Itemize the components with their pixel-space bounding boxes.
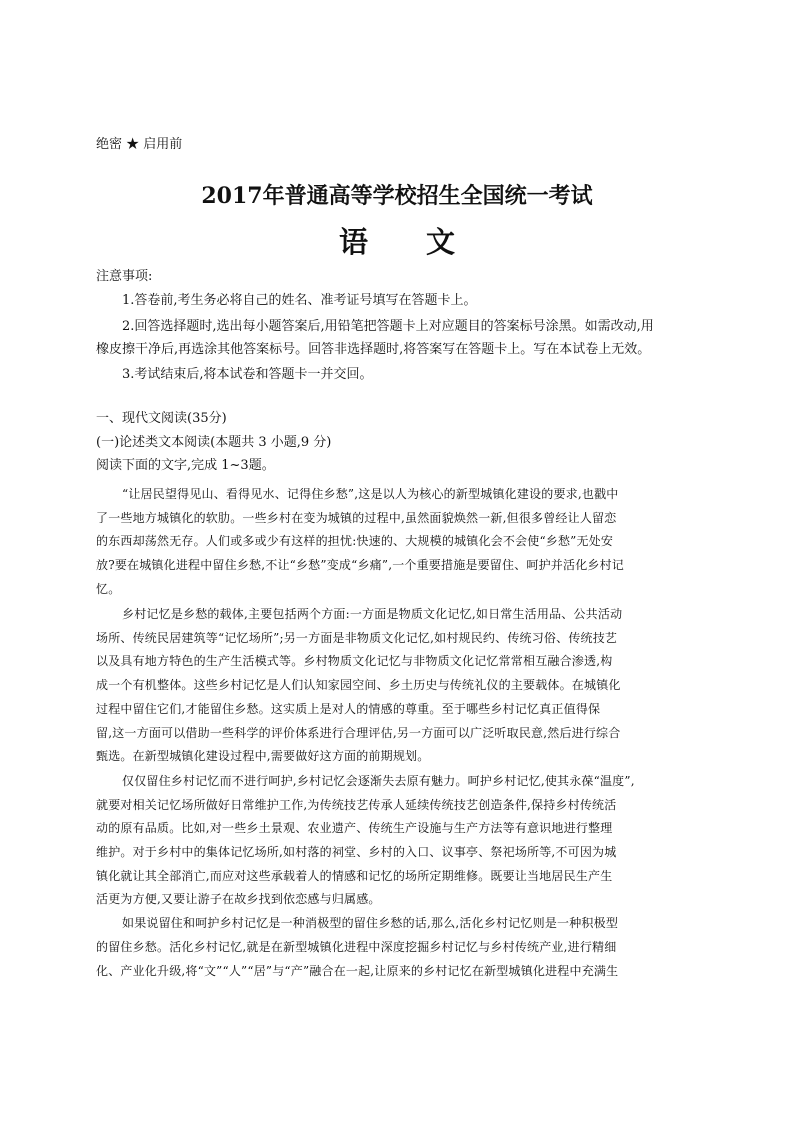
passage-paragraph-2-line: 以及具有地方特色的生产生活模式等。乡村物质文化记忆与非物质文化记忆常常相互融合渗透,构 [96,654,613,668]
subject-title: 语 文 [338,225,455,259]
notice-item-2: 2.回答选择题时,选出每小题答案后,用铅笔把答题卡上对应题目的答案标号涂黑。如需改动,用 [122,319,654,334]
confidential-label: 绝密 ★ 启用前 [96,137,183,152]
exam-title: 2017年普通高等学校招生全国统一考试 [201,183,593,209]
passage-paragraph-4-line: 化、产业化升级,将“文”“人”“居”与“产”融合在一起,让原来的乡村记忆在新型城镇化进程中充满生 [96,964,619,978]
passage-paragraph-1-line: “让居民望得见山、看得见水、记得住乡愁”,这是以人为核心的新型城镇化建设的要求,也戳中 [122,487,619,501]
passage-paragraph-2-line: 过程中留住它们,才能留住乡愁。这实质上是对人的情感的尊重。至于哪些乡村记忆真正值得保 [96,702,601,716]
passage-paragraph-3-line: 仅仅留住乡村记忆而不进行呵护,乡村记忆会逐渐失去原有魅力。呵护乡村记忆,使其永葆“温度”, [122,774,635,788]
passage-paragraph-1-line: 放?要在城镇化进程中留住乡愁,不让“乡愁”变成“乡痛”,一个重要措施是要留住、呵护并活化乡村记 [96,558,625,572]
passage-paragraph-3-line: 维护。对于乡村中的集体记忆场所,如村落的祠堂、乡村的入口、议事亭、祭祀场所等,不可因为城 [96,845,617,859]
notice-item-3: 3.考试结束后,将本试卷和答题卡一并交回。 [122,367,373,382]
passage-paragraph-1-line: 了一些地方城镇化的软肋。一些乡村在变为城镇的过程中,虽然面貌焕然一新,但很多曾经让人留恋 [96,511,617,525]
section-title: 一、现代文阅读(35分) [96,411,227,426]
notice-heading: 注意事项: [96,269,153,284]
passage-paragraph-2-line: 留,这一方面可以借助一些科学的评价体系进行合理评估,另一方面可以广泛听取民意,然后进行综合 [96,726,621,740]
subsection-title: (一)论述类文本阅读(本题共 3 小题,9 分) [96,435,332,450]
passage-paragraph-2-line: 甄选。在新型城镇化建设过程中,需要做好这方面的前期规划。 [96,749,430,763]
passage-paragraph-1-line: 的东西却荡然无存。人们或多或少有这样的担忧:快速的、大规模的城镇化会不会使“乡愁”无处安 [96,534,614,548]
notice-item-2-continued: 橡皮擦干净后,再选涂其他答案标号。回答非选择题时,将答案写在答题卡上。写在本试卷上无效。 [96,342,651,357]
passage-paragraph-3-line: 就要对相关记忆场所做好日常维护工作,为传统技艺传承人延续传统技艺创造条件,保持乡村传统活 [96,798,617,812]
passage-paragraph-3-line: 活更为方便,又要让游子在故乡找到依恋感与归属感。 [96,892,381,906]
passage-paragraph-4-line: 如果说留住和呵护乡村记忆是一种消极型的留住乡愁的话,那么,活化乡村记忆则是一种积极型 [122,916,619,930]
notice-item-1: 1.答卷前,考生务必将自己的姓名、准考证号填写在答题卡上。 [122,293,477,308]
reading-instruction: 阅读下面的文字,完成 1~3题。 [96,458,275,473]
passage-paragraph-3-line: 镇化就让其全部消亡,而应对这些承载着人的情感和记忆的场所定期维修。既要让当地居民生产生 [96,869,613,883]
passage-paragraph-1-line: 忆。 [96,582,121,596]
passage-paragraph-3-line: 动的原有品质。比如,对一些乡土景观、农业遗产、传统生产设施与生产方法等有意识地进行整理 [96,821,613,835]
passage-paragraph-2-line: 场所、传统民居建筑等“记忆场所”;另一方面是非物质文化记忆,如村规民约、传统习俗、传统技艺 [96,631,618,645]
passage-paragraph-2-line: 成一个有机整体。这些乡村记忆是人们认知家园空间、乡土历史与传统礼仪的主要载体。在城镇化 [96,678,621,692]
passage-paragraph-2-line: 乡村记忆是乡愁的载体,主要包括两个方面:一方面是物质文化记忆,如日常生活用品、公共活动 [122,607,623,621]
passage-paragraph-4-line: 的留住乡愁。活化乡村记忆,就是在新型城镇化进程中深度挖掘乡村记忆与乡村传统产业,进行精细 [96,940,617,954]
